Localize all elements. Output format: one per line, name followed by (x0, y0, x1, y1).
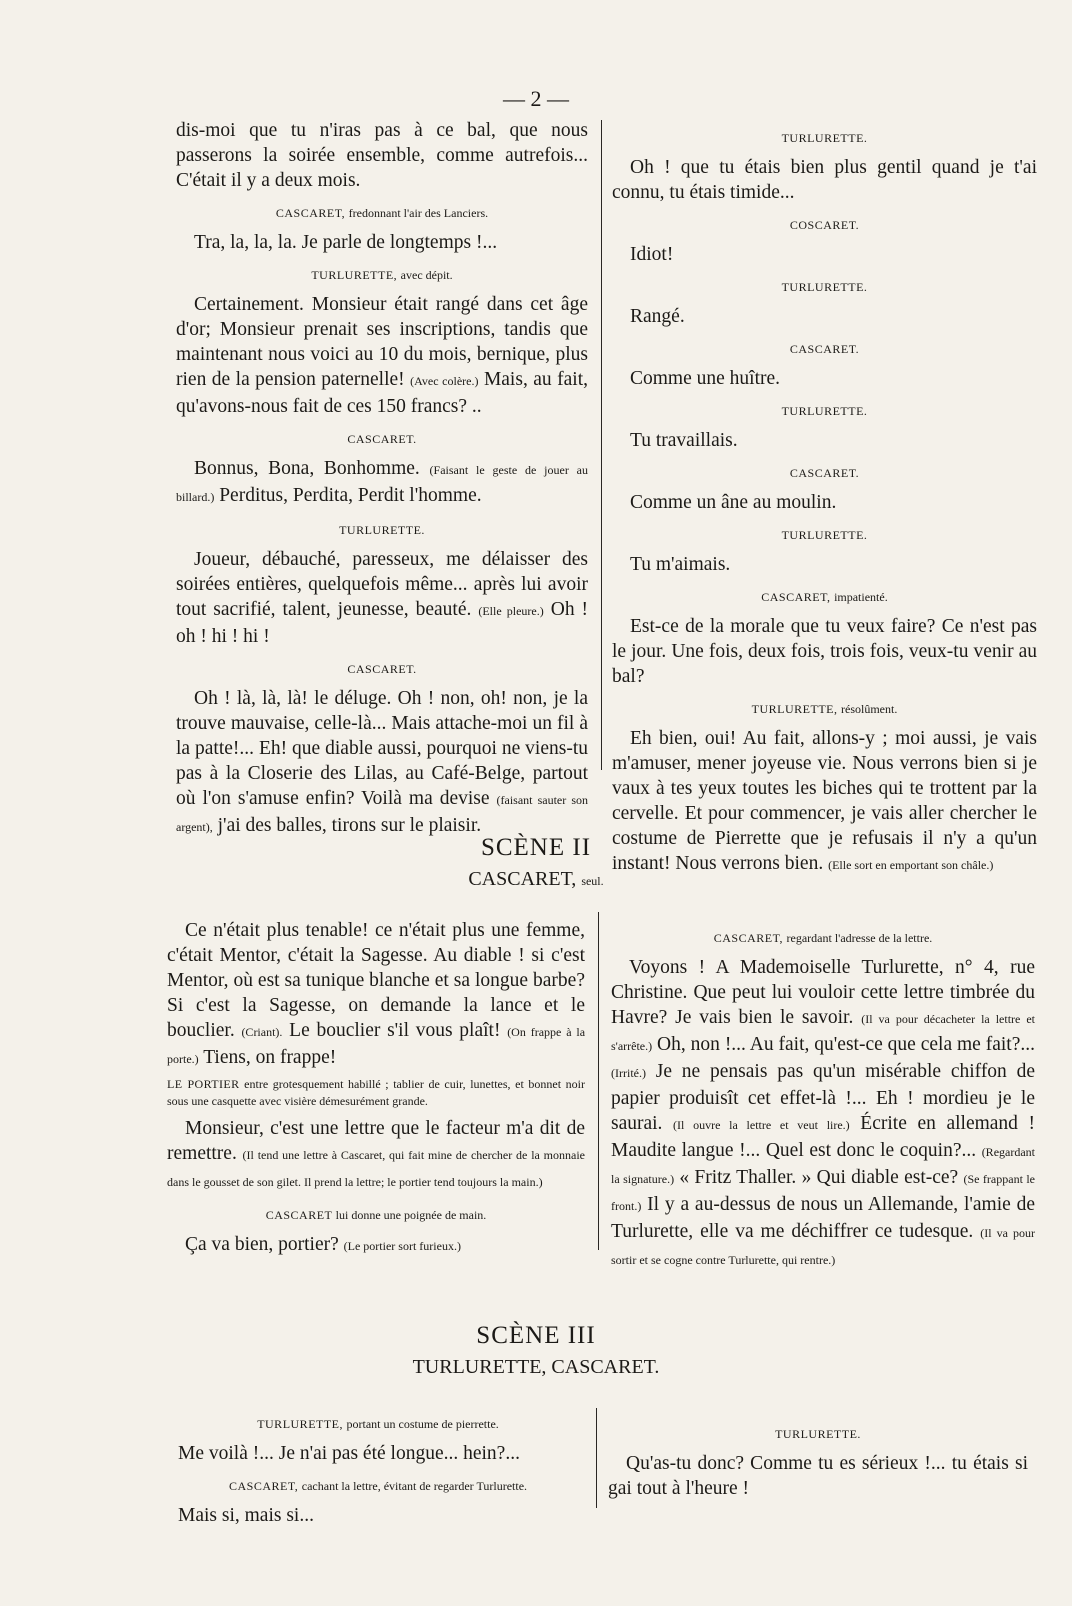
speaker-cue: TURLURETTE. (781, 131, 868, 145)
dialogue-paragraph: dis-moi que tu n'iras pas à ce bal, que nous passerons la soirée ensemble, comme autrefois... C'était il y a deux mois. (176, 120, 588, 191)
scene-heading (0, 834, 1072, 891)
speaker-cue: TURLURETTE. (339, 523, 425, 537)
dialogue-paragraph: Ça va bien, portier? (Le portier sort furieux.) (185, 1234, 461, 1255)
column-divider (601, 120, 602, 770)
dialogue-paragraph: Mais si, mais si... (178, 1505, 314, 1526)
dialogue-paragraph: Tu travaillais. (630, 430, 738, 451)
dialogue-paragraph: Me voilà !... Je n'ai pas été longue... hein?... (178, 1443, 520, 1464)
stage-direction: (Elle sort en emportant son châle.) (828, 858, 994, 872)
speaker-cue: CASCARET. (789, 466, 860, 480)
dialogue-paragraph: Eh bien, oui! Au fait, allons-y ; moi aussi, je vais m'amuser, mener joyeuse vie. Nous verrons bien si je vaux à tes yeux toutes les biches qui te trottent par la cervelle. Et pour commencer, je vais aller chercher le costume de Pierrette que je refusais il n'y a qu'un instant! Nous verrons bien. (Elle sort en emportant son châle.) (612, 728, 1037, 874)
dialogue-paragraph: Certainement. Monsieur était rangé dans cet âge d'or; Monsieur prenait ses inscriptions, tandis que maintenant nous voici au 10 du mois, bernique, plus rien de la pension paternelle! (Avec colère.) Mais, au fait, qu'avons-nous fait de ces 150 francs? .. (176, 294, 589, 417)
speaker-cue: TURLURETTE. (775, 1427, 861, 1441)
speaker-cue: TURLURETTE. (781, 280, 868, 294)
dialogue-paragraph: Monsieur, c'est une lettre que le facteur m'a dit de remettre. (Il tend une lettre à Cascaret, qui fait mine de chercher de la monnaie dans le gousset de son gilet. Il prend la lettre; le portier tend toujours la main.) (167, 1118, 585, 1189)
speaker-cue: COSCARET. (789, 218, 860, 232)
speaker-cue: CASCARET, fredonnant l'air des Lanciers. (275, 206, 489, 220)
bottom-left-column (178, 1404, 578, 1528)
dialogue-paragraph: Joueur, débauché, paresseux, me délaisser des soirées entières, quelquefois même... après lui avoir tout sacrifié, talent, jeunesse, beauté. (Elle pleure.) Oh ! oh ! hi ! hi ! (176, 549, 589, 647)
column-divider (598, 912, 599, 1250)
dialogue-paragraph: Oh ! là, là, là! le déluge. Oh ! non, oh! non, je la trouve mauvaise, celle-là... Mais attache-moi un fil à la patte!... Eh! que diable aussi, pourquoi ne viens-tu pas à la Closerie des Lilas, au Café-Belge, partout où l'on s'amuse enfin? Voilà ma devise (faisant sauter son argent), j'ai des balles, tirons sur le plaisir. (176, 688, 589, 836)
dialogue-paragraph: Est-ce de la morale que tu veux faire? Ce n'est pas le jour. Une fois, deux fois, trois fois, veux-tu venir au bal? (612, 616, 1037, 687)
dialogue-paragraph: Rangé. (630, 306, 685, 327)
speaker-cue: TURLURETTE, avec dépit. (311, 268, 453, 282)
dialogue-paragraph: Tu m'aimais. (630, 554, 731, 575)
stage-direction: (Elle pleure.) (478, 604, 544, 618)
dialogue-paragraph: Comme un âne au moulin. (630, 492, 837, 513)
speaker-cue: CASCARET. (789, 342, 860, 356)
stage-direction: (Il va pour décacheter la lettre et s'arrête.) (611, 1012, 1036, 1053)
top-right-column (612, 118, 1037, 878)
scene-title: SCÈNE II (480, 834, 592, 861)
speaker-cue: CASCARET lui donne une poignée de main. (265, 1208, 487, 1222)
stage-direction: (Irrité.) (611, 1066, 646, 1080)
scene-characters: TURLURETTE, CASCARET. (412, 1356, 660, 1378)
dialogue-paragraph: Oh ! que tu étais bien plus gentil quand je t'ai connu, tu étais timide... (612, 157, 1037, 203)
dialogue-paragraph: Idiot! (630, 244, 674, 265)
stage-direction: (Se frappant le front.) (611, 1172, 1035, 1213)
dialogue-paragraph: Voyons ! A Mademoiselle Turlurette, n° 4, rue Christine. Que peut lui vouloir cette lettre timbrée du Havre? Je vais bien le savoir. (Il va pour décacheter la lettre et s'arrête.) Oh, non !... Au fait, qu'est-ce que cela me fait?... (Irrité.) Je ne pensais pas qu'un misérable chiffon de papier produisît cet effet-là !... Eh ! mordieu je le saurai. (Il ouvre la lettre et veut lire.) Écrite en allemand ! Maudite langue !... Quel est donc le coquin?... (Regardant la signature.) « Fritz Thaller. » Qui diable est-ce? (Se frappant le front.) Il y a au-dessus de nous un Allemande, l'amie de Turlurette, elle va me déchiffrer ce tudesque. (Il va pour sortir et se cogne contre Turlurette, qui rentre.) (611, 957, 1036, 1267)
dialogue-paragraph: Ce n'était plus tenable! ce n'était plus une femme, c'était Mentor, c'était la Sagesse. Au diable ! si c'est Mentor, où est sa tunique blanche et sa longue barbe? Si c'est la Sagesse, on demande la lance et le bouclier. (Criant). Le bouclier s'il vous plaît! (On frappe à la porte.) Tiens, on frappe! (167, 920, 586, 1068)
dialogue-paragraph: Bonnus, Bona, Bonhomme. (Faisant le geste de jouer au billard.) Perditus, Perdita, Perdit l'homme. (176, 458, 588, 506)
column-divider (596, 1408, 597, 1508)
mid-right-column (611, 918, 1035, 1273)
scene-heading (0, 1322, 1072, 1379)
speaker-cue: TURLURETTE, portant un costume de pierrette. (257, 1417, 499, 1431)
speaker-cue: CASCARET, cachant la lettre, évitant de regarder Turlurette. (228, 1479, 528, 1493)
page-number: — 2 — (503, 86, 569, 111)
stage-direction: (Faisant le geste de jouer au billard.) (176, 463, 588, 504)
stage-direction: (Regardant la signature.) (611, 1145, 1035, 1186)
top-left-column (176, 118, 588, 840)
stage-direction: (Il tend une lettre à Cascaret, qui fait mine de chercher de la monnaie dans le gousset de son gilet. Il prend la lettre; le portier tend toujours la main.) (167, 1148, 585, 1189)
speaker-cue: CASCARET, regardant l'adresse de la lettre. (713, 931, 933, 945)
speaker-cue: CASCARET. (347, 662, 417, 676)
speaker-cue: CASCARET, impatienté. (761, 590, 888, 604)
stage-direction: (Avec colère.) (410, 374, 479, 388)
scene-title: SCÈNE III (476, 1322, 596, 1349)
dialogue-paragraph: Comme une huître. (630, 368, 781, 389)
stage-direction: (Il ouvre la lettre et veut lire.) (673, 1118, 850, 1132)
speaker-cue: CASCARET. (347, 432, 417, 446)
stage-direction: (On frappe à la porte.) (167, 1025, 586, 1066)
stage-direction: (Criant). (241, 1025, 283, 1039)
stage-direction-block: LE PORTIER entre grotesquement habillé ; tablier de cuir, lunettes, et bonnet noir sous une casquette avec visière démesurément grande. (167, 1077, 585, 1108)
mid-left-column (167, 918, 585, 1259)
speaker-cue: TURLURETTE, résolûment. (751, 702, 898, 716)
speaker-cue: TURLURETTE. (781, 528, 868, 542)
stage-direction: (Il va pour sortir et se cogne contre Turlurette, qui rentre.) (611, 1226, 1036, 1267)
stage-direction: (faisant sauter son argent), (176, 793, 589, 834)
dialogue-paragraph: Tra, la, la, la. Je parle de longtemps !... (194, 232, 498, 253)
bottom-right-column (608, 1414, 1028, 1501)
dialogue-paragraph: Qu'as-tu donc? Comme tu es sérieux !... tu étais si gai tout à l'heure ! (608, 1453, 1028, 1499)
scene-characters: CASCARET, seul. (468, 868, 604, 890)
speaker-cue: TURLURETTE. (781, 404, 868, 418)
stage-direction: (Le portier sort furieux.) (343, 1239, 461, 1253)
